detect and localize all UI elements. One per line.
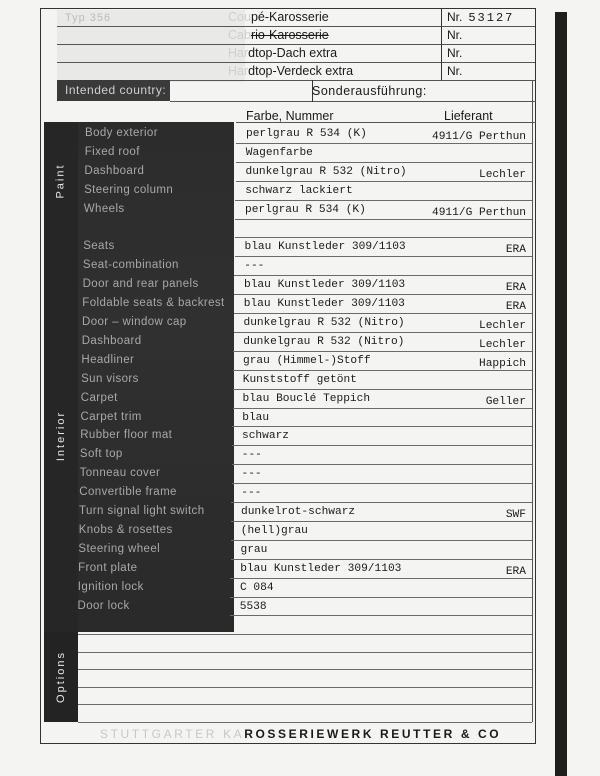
row-rule (230, 615, 532, 616)
color-value: dunkelgrau R 532 (Nitro) (243, 317, 405, 329)
row-label: Turn signal light switch (79, 505, 205, 517)
number-value: 53127 (468, 11, 515, 25)
header-vrule (532, 80, 533, 122)
color-value: C 084 (240, 581, 274, 594)
color-value: --- (241, 487, 262, 500)
row-rule (232, 483, 533, 484)
row-rule (235, 219, 532, 220)
row-rule (233, 408, 533, 409)
row-label: Wheels (83, 202, 125, 215)
options-rule (78, 704, 532, 705)
row-label: Dashboard (84, 164, 145, 177)
color-value: schwarz (242, 430, 289, 443)
color-value: (hell)grau (240, 524, 308, 537)
color-value: dunkelrot-schwarz (241, 506, 356, 518)
body-type-text: pé-Karosserie (250, 10, 329, 24)
row-label: Ignition lock (77, 580, 144, 593)
color-value: blau (242, 411, 270, 424)
row-label (84, 219, 234, 237)
color-value: perlgrau R 534 (K) (245, 203, 366, 216)
row-label: Seats (83, 240, 115, 253)
row-label: Tonneau cover (79, 467, 161, 480)
supplier-value: SWF (505, 509, 526, 521)
number-label: Nr. (447, 28, 463, 42)
color-value: Wagenfarbe (245, 146, 313, 159)
supplier-value: ERA (505, 244, 526, 257)
color-value: perlgrau R 534 (K) (246, 128, 367, 140)
header-rule (170, 101, 536, 102)
row-rule (230, 597, 532, 598)
color-value: --- (241, 468, 262, 481)
row-rule (235, 256, 533, 257)
body-type-text: dtop-Dach extra (248, 46, 338, 60)
row-label: Knobs & rosettes (78, 523, 173, 536)
color-value: dunkelgrau R 532 (Nitro) (245, 165, 407, 178)
options-rule (78, 722, 532, 723)
body-type-text: dtop-Verdeck extra (248, 64, 354, 78)
supplier-value: 4911/G Perthun (432, 206, 526, 219)
number-label: Nr. (447, 46, 463, 60)
binding-edge (555, 12, 567, 776)
row-label: Carpet trim (80, 410, 142, 423)
row-label: Sun visors (81, 372, 139, 385)
row-label: Door – window cap (82, 316, 187, 328)
body-type-prefix: Cab (228, 28, 251, 42)
number-field (441, 26, 535, 44)
row-rule (232, 464, 532, 465)
color-value: Kunststoff getönt (242, 373, 357, 386)
color-value: blau Kunstleder 309/1103 (244, 279, 406, 292)
group-label-options: Options (44, 632, 78, 722)
body-type-prefix: Har (228, 64, 249, 78)
row-label: Fixed roof (84, 145, 140, 158)
body-type-option (228, 44, 337, 62)
row-rule (230, 578, 532, 579)
options-rule (78, 652, 532, 653)
body-type-text: rio-Karosserie (250, 28, 329, 42)
body-type-option (228, 8, 329, 26)
group-label-interior: Interior (55, 410, 67, 462)
row-label: Door lock (77, 599, 130, 612)
row-label: Seat-combination (82, 259, 179, 272)
row-label: Body exterior (85, 127, 158, 139)
type-label: Typ 356 (65, 12, 112, 24)
row-label: Rubber floor mat (80, 429, 173, 442)
supplier-value: Happich (479, 357, 526, 370)
number-field (441, 62, 535, 80)
column-header-color: Farbe, Nummer (246, 109, 334, 123)
supplier-value: Lechler (479, 320, 526, 332)
number-field (441, 8, 535, 26)
row-label: Steering column (84, 183, 174, 196)
supplier-value: ERA (505, 565, 526, 578)
row-rule (232, 445, 532, 446)
color-value: --- (241, 449, 262, 462)
row-label: Door and rear panels (82, 278, 199, 291)
column-header-supplier: Lieferant (444, 109, 493, 123)
number-label: Nr. (447, 10, 463, 24)
color-value: blau Kunstleder 309/1103 (243, 298, 405, 311)
row-label: Front plate (78, 561, 138, 574)
color-value: --- (244, 260, 265, 273)
body-type-option (228, 26, 329, 44)
options-rule (78, 669, 532, 670)
supplier-value: Lechler (479, 338, 526, 351)
intended-country-label: Intended country: (57, 80, 170, 101)
supplier-value: ERA (505, 282, 526, 295)
options-rule (78, 634, 532, 635)
color-value: dunkelgrau R 532 (Nitro) (243, 335, 405, 348)
number-field (441, 44, 535, 62)
row-label: Steering wheel (78, 542, 161, 555)
footer-company: STUTTGARTER KAROSSERIEWERK REUTTER & CO (100, 727, 502, 741)
row-label: Headliner (81, 353, 135, 366)
color-value: 5538 (239, 600, 267, 613)
options-rule (78, 687, 532, 688)
group-label-paint: Paint (55, 163, 68, 199)
supplier-value: 4911/G Perthun (432, 131, 526, 143)
row-label: Foldable seats & backrest (82, 297, 225, 310)
type-field (57, 10, 245, 82)
color-value: grau (Himmel-)Stoff (243, 354, 371, 367)
body-type-prefix: Har (228, 46, 249, 60)
supplier-value: Lechler (479, 168, 526, 181)
row-label: Convertible frame (79, 486, 177, 499)
sonderausfuehrung-label: Sonderausführung: (312, 84, 427, 98)
color-value: schwarz lackiert (245, 184, 353, 197)
supplier-value: Geller (485, 395, 526, 408)
row-label: Soft top (79, 448, 123, 461)
color-value: grau (240, 543, 268, 556)
table-right-rule (532, 122, 533, 722)
row-label: Carpet (80, 391, 118, 404)
body-type-option (228, 62, 353, 80)
row-label: Dashboard (81, 334, 142, 347)
body-type-prefix: Cou (228, 10, 251, 24)
color-value: blau Bouclé Teppich (242, 392, 371, 405)
color-value: blau Kunstleder 309/1103 (244, 241, 406, 254)
supplier-value: ERA (505, 301, 526, 314)
number-label: Nr. (447, 64, 463, 78)
row-rule (231, 540, 532, 541)
color-value: blau Kunstleder 309/1103 (240, 562, 402, 575)
